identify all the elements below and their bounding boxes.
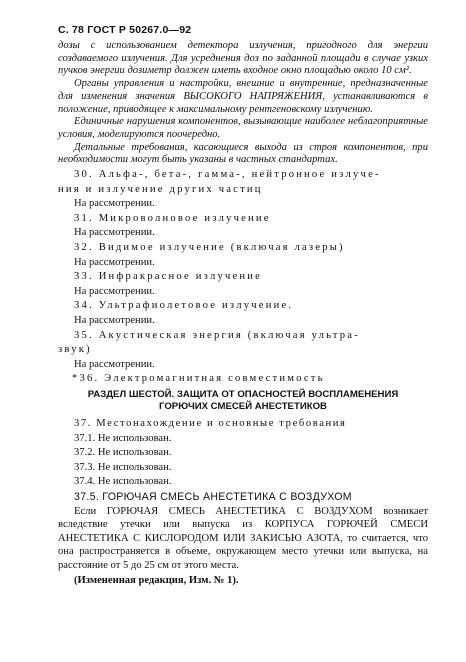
section-title-line-2: ГОРЮЧИХ СМЕСЕЙ АНЕСТЕТИКОВ xyxy=(159,401,327,413)
page-header: С. 78 ГОСТ Р 50267.0—92 xyxy=(58,24,192,36)
document-page xyxy=(58,24,428,589)
paragraph-dose: дозы с использованием детектора излучения, пригодного для энергии создаваемого излучения. Для усреднения доз по заданной площади в случае узких пучков энергии дозиметр должен иметь входное окно площадью около 10 см². xyxy=(58,40,428,77)
item-32-heading: 32. Видимое излучение (включая лазеры) xyxy=(74,242,345,253)
item-30-heading-cont: ния и излучение других частиц xyxy=(58,183,263,195)
item-37-4: 37.4. Не использован. xyxy=(74,476,172,488)
item-37-1: 37.1. Не использован. xyxy=(74,432,172,444)
paragraph-detailed: Детальные требования, касающиеся выхода из строя компонентов, при необходимости могут быть указаны в частных стандартах. xyxy=(58,141,428,166)
item-33-heading: 33. Инфракрасное излучение xyxy=(74,271,263,283)
item-31-status: На рассмотрении. xyxy=(74,227,155,239)
item-35-heading: 35. Акустическая энергия (включая ультра- xyxy=(74,329,360,341)
item-32-status: На рассмотрении. xyxy=(74,256,155,268)
item-34-status: На рассмотрении. xyxy=(74,314,155,326)
item-33-status: На рассмотрении. xyxy=(74,285,155,297)
item-35-heading-cont: звук) xyxy=(58,344,92,356)
item-37-2: 37.2. Не использован. xyxy=(74,447,172,459)
item-35-status: На рассмотрении. xyxy=(74,358,155,370)
section-title-line-1: РАЗДЕЛ ШЕСТОЙ. ЗАЩИТА ОТ ОПАСНОСТЕЙ ВОСПЛАМЕНЕНИЯ xyxy=(87,388,399,400)
item-30-status: На рассмотрении. xyxy=(74,198,155,210)
item-30-heading: 30. Альфа-, бета-, гамма-, нейтронное излуче- xyxy=(74,169,381,181)
section-title xyxy=(58,389,428,414)
paragraph-controls: Органы управления и настройки, внешние и внутренние, предназначенные для изменения значения ВЫСОКОГО НАПРЯЖЕНИЯ, устанавливаются в положение, приводящее к максимальному рентгеновскому излучению. xyxy=(58,78,428,115)
paragraph-anesthetic-mixture: Если ГОРЮЧАЯ СМЕСЬ АНЕСТЕТИКА С ВОЗДУХОМ возникает вследствие утечки или выпуска из КОРПУСА ГОРЮЧЕЙ СМЕСИ АНЕСТЕТИКА С КИСЛОРОДОМ ИЛИ ЗАКИСЬЮ АЗОТА, то считается, что она распространяется в объеме, окружающем место утечки или выпуска, на расстояние от 5 до 25 см от этого места. xyxy=(58,505,428,571)
amendment-note: (Измененная редакция, Изм. № 1). xyxy=(74,575,239,587)
paragraph-single-fault: Единичные нарушения компонентов, вызывающие наиболее неблагоприятные условия, моделируются поочередно. xyxy=(58,116,428,140)
item-34-heading: 34. Ультрафиолетовое излучение. xyxy=(74,300,294,312)
item-37-3: 37.3. Не использован. xyxy=(74,461,172,473)
item-36-heading: *36. Электромагнитная совместимость xyxy=(72,373,325,385)
item-37-5-heading: 37.5. ГОРЮЧАЯ СМЕСЬ АНЕСТЕТИКА С ВОЗДУХОМ xyxy=(74,490,352,503)
item-37-heading: 37. Местонахождение и основные требования xyxy=(74,417,347,429)
item-31-heading: 31. Микроволновое излучение xyxy=(74,212,271,224)
